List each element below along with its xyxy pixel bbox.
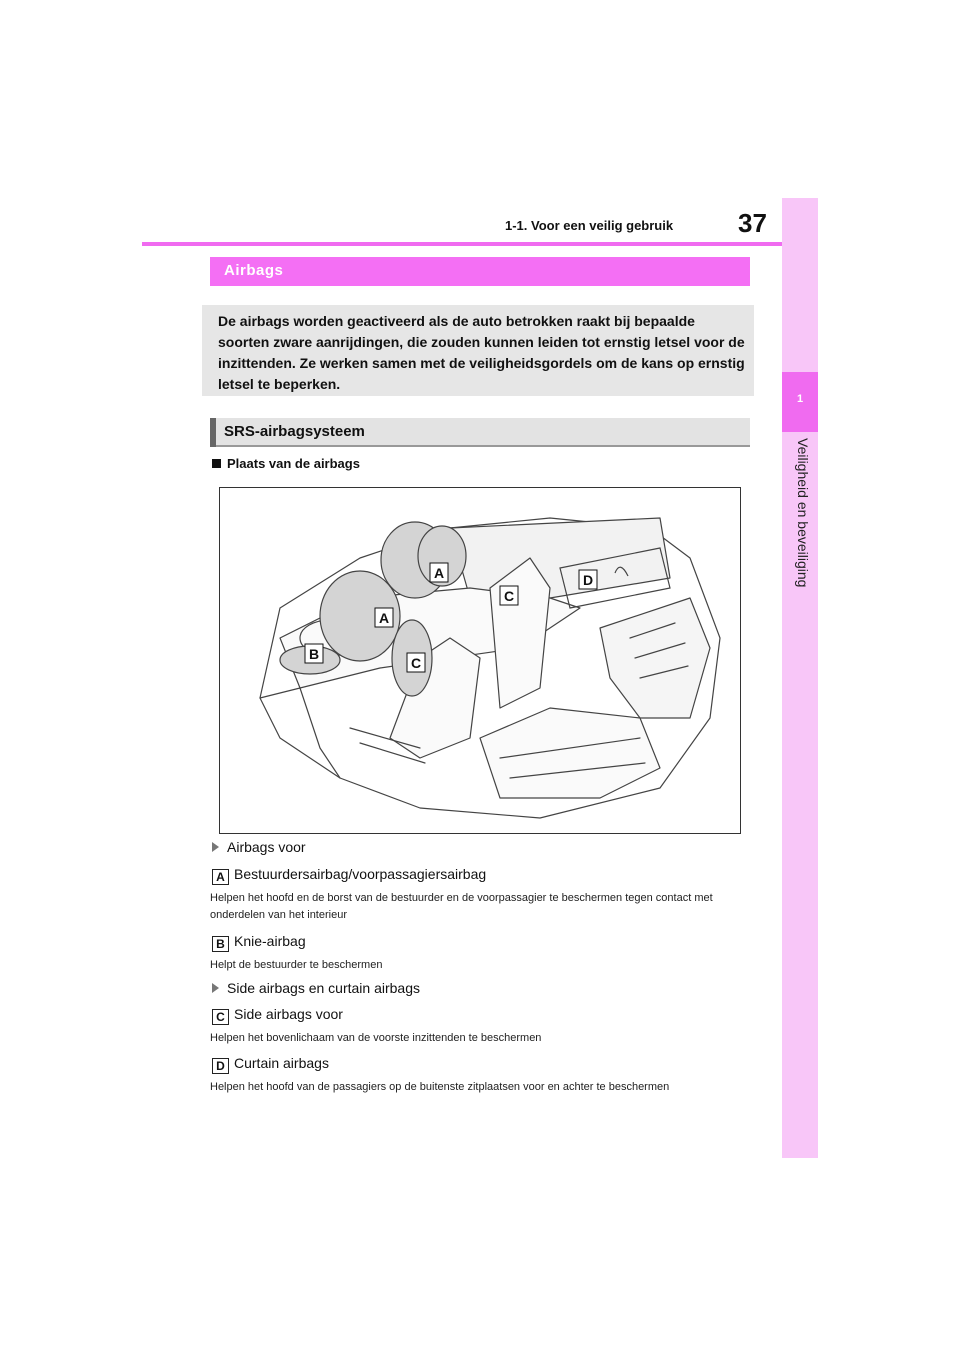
callout-b: B [309,646,320,662]
item-b-description: Helpt de bestuurder te beschermen [210,959,383,971]
item-d-description: Helpen het hoofd van de passagiers op de buitenste zitplaatsen voor en achter te beschermen [210,1081,670,1093]
item-title: Side airbags voor [234,1006,343,1022]
callout-c1: C [504,588,515,604]
letter-box-d: D [212,1058,229,1074]
item-b [212,933,306,952]
group-heading-front-airbags [212,839,306,855]
arrow-bullet-icon [212,983,219,993]
running-header: 1-1. Voor een veilig gebruik [505,218,674,233]
bullet-heading [212,456,360,471]
subsection-header [210,418,750,447]
subsection-title: SRS-airbagsysteem [224,423,365,440]
header-rule [142,242,782,246]
intro-text: De airbags worden geactiveerd als de auto betrokken raakt bij bepaalde soorten zware aanrijdingen, die zouden kunnen leiden tot ernstig letsel voor de inzittenden. Ze werken samen met de veiligheidsgordels om de kans op ernstig letsel te beperken. [218,313,745,392]
car-interior-drawing [220,488,741,834]
item-c [212,1006,343,1025]
section-banner [210,257,750,286]
chapter-number: 1 [796,393,804,405]
item-title: Knie-airbag [234,933,306,949]
item-c-description: Helpen het bovenlichaam van de voorste inzittenden te beschermen [210,1032,542,1044]
chapter-label: Veiligheid en beveiliging [795,438,811,588]
arrow-bullet-icon [212,842,219,852]
bullet-heading-text: Plaats van de airbags [227,456,360,471]
group-heading-side-curtain-airbags [212,980,420,996]
group-heading-text: Side airbags en curtain airbags [227,980,421,996]
chapter-side-tab [782,198,818,1158]
item-title: Curtain airbags [234,1055,329,1071]
callout-a1: A [434,565,445,581]
intro-box [202,305,754,396]
callout-d: D [583,572,594,588]
callout-c2: C [411,655,422,671]
airbag-location-illustration [219,487,741,834]
group-heading-text: Airbags voor [227,839,306,855]
item-d [212,1055,329,1074]
letter-box-b: B [212,936,229,952]
item-a-description: Helpen het hoofd en de borst van de bestuurder en de voorpassagier te beschermen tegen contact met onderdelen van het interieur [210,892,713,921]
item-a [212,866,486,885]
page-number: 37 [738,208,767,238]
square-bullet-icon [212,459,221,468]
item-title: Bestuurdersairbag/voorpassagiersairbag [234,866,487,882]
callout-a2: A [379,610,390,626]
subsection-bar [210,418,216,447]
section-title: Airbags [224,262,284,279]
letter-box-a: A [212,869,229,885]
letter-box-c: C [212,1009,229,1025]
